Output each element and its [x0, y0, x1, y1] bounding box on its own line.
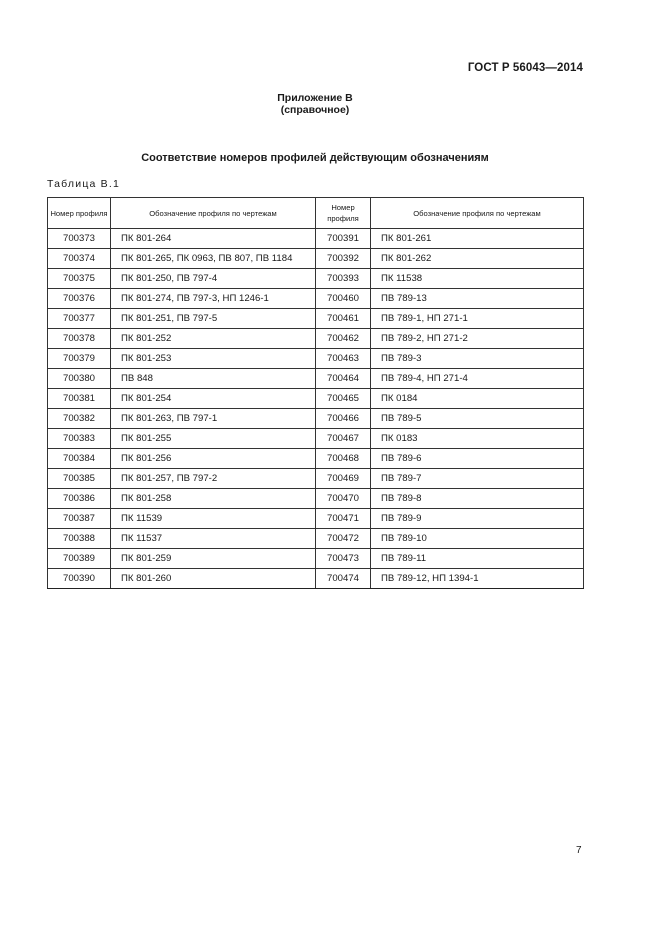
cell-designation-left: ПК 801-258 — [111, 489, 316, 509]
cell-designation-right: ПК 0184 — [371, 389, 584, 409]
cell-number-left: 700373 — [48, 229, 111, 249]
cell-designation-right: ПВ 789-11 — [371, 549, 584, 569]
table-body — [48, 229, 584, 589]
table-row — [48, 289, 584, 309]
cell-number-left: 700388 — [48, 529, 111, 549]
cell-number-left: 700379 — [48, 349, 111, 369]
cell-number-right: 700468 — [316, 449, 371, 469]
table-row — [48, 549, 584, 569]
cell-designation-left: ПК 801-252 — [111, 329, 316, 349]
cell-designation-right: ПВ 789-7 — [371, 469, 584, 489]
cell-designation-right: ПВ 789-8 — [371, 489, 584, 509]
cell-number-left: 700384 — [48, 449, 111, 469]
appendix-subtitle: (справочное) — [280, 104, 350, 116]
cell-designation-left: ПК 801-274, ПВ 797-3, НП 1246-1 — [111, 289, 316, 309]
table-row — [48, 529, 584, 549]
cell-designation-left: ПК 11539 — [111, 509, 316, 529]
cell-designation-right: ПВ 789-13 — [371, 289, 584, 309]
table-row — [48, 449, 584, 469]
header-designation-right: Обозначение профиля по чертежам — [371, 198, 584, 229]
cell-number-right: 700461 — [316, 309, 371, 329]
table-row — [48, 569, 584, 589]
table-row — [48, 249, 584, 269]
appendix-heading — [0, 92, 630, 116]
cell-designation-left: ПК 801-259 — [111, 549, 316, 569]
cell-number-left: 700377 — [48, 309, 111, 329]
cell-number-right: 700464 — [316, 369, 371, 389]
cell-designation-left: ПК 801-264 — [111, 229, 316, 249]
cell-number-right: 700473 — [316, 549, 371, 569]
table-header-row — [48, 198, 584, 229]
cell-designation-right: ПК 801-262 — [371, 249, 584, 269]
table-row — [48, 269, 584, 289]
header-designation-left: Обозначение профиля по чертежам — [111, 198, 316, 229]
profile-table — [47, 197, 584, 589]
cell-designation-left: ПК 801-265, ПК 0963, ПВ 807, ПВ 1184 — [111, 249, 316, 269]
cell-number-left: 700386 — [48, 489, 111, 509]
header-number-left: Номер профиля — [48, 198, 111, 229]
appendix-title: Приложение В — [277, 92, 353, 104]
cell-number-left: 700383 — [48, 429, 111, 449]
cell-designation-left: ПК 801-256 — [111, 449, 316, 469]
cell-number-left: 700376 — [48, 289, 111, 309]
cell-designation-left: ПВ 848 — [111, 369, 316, 389]
cell-designation-right: ПВ 789-9 — [371, 509, 584, 529]
cell-number-left: 700389 — [48, 549, 111, 569]
cell-designation-left: ПК 801-254 — [111, 389, 316, 409]
cell-designation-right: ПВ 789-3 — [371, 349, 584, 369]
table-row — [48, 469, 584, 489]
cell-number-right: 700470 — [316, 489, 371, 509]
document-title: Соответствие номеров профилей действующим обозначениям — [141, 152, 489, 164]
table-row — [48, 389, 584, 409]
cell-number-right: 700460 — [316, 289, 371, 309]
cell-number-right: 700474 — [316, 569, 371, 589]
table-row — [48, 329, 584, 349]
cell-number-right: 700466 — [316, 409, 371, 429]
cell-number-right: 700471 — [316, 509, 371, 529]
cell-number-left: 700385 — [48, 469, 111, 489]
table-row — [48, 409, 584, 429]
cell-number-right: 700469 — [316, 469, 371, 489]
cell-number-right: 700462 — [316, 329, 371, 349]
cell-number-left: 700375 — [48, 269, 111, 289]
cell-designation-right: ПК 11538 — [371, 269, 584, 289]
standard-number: ГОСТ Р 56043—2014 — [467, 62, 583, 74]
cell-number-right: 700391 — [316, 229, 371, 249]
cell-designation-right: ПВ 789-4, НП 271-4 — [371, 369, 584, 389]
cell-number-left: 700378 — [48, 329, 111, 349]
table-row — [48, 509, 584, 529]
cell-number-left: 700387 — [48, 509, 111, 529]
cell-number-left: 700380 — [48, 369, 111, 389]
cell-designation-right: ПВ 789-10 — [371, 529, 584, 549]
page-number: 7 — [576, 845, 582, 856]
table-row — [48, 309, 584, 329]
cell-designation-right: ПВ 789-12, НП 1394-1 — [371, 569, 584, 589]
cell-designation-right: ПВ 789-2, НП 271-2 — [371, 329, 584, 349]
cell-designation-left: ПК 801-255 — [111, 429, 316, 449]
table-row — [48, 349, 584, 369]
cell-designation-right: ПВ 789-1, НП 271-1 — [371, 309, 584, 329]
cell-number-left: 700381 — [48, 389, 111, 409]
table-row — [48, 229, 584, 249]
table-row — [48, 429, 584, 449]
cell-designation-right: ПВ 789-6 — [371, 449, 584, 469]
cell-number-left: 700390 — [48, 569, 111, 589]
cell-designation-left: ПК 801-251, ПВ 797-5 — [111, 309, 316, 329]
cell-designation-right: ПК 0183 — [371, 429, 584, 449]
cell-designation-left: ПК 801-263, ПВ 797-1 — [111, 409, 316, 429]
cell-designation-left: ПК 801-260 — [111, 569, 316, 589]
cell-designation-left: ПК 801-253 — [111, 349, 316, 369]
cell-designation-right: ПК 801-261 — [371, 229, 584, 249]
cell-designation-right: ПВ 789-5 — [371, 409, 584, 429]
header-number-right: Номер профиля — [316, 198, 371, 229]
table-caption: Таблица В.1 — [47, 178, 121, 190]
cell-designation-left: ПК 801-257, ПВ 797-2 — [111, 469, 316, 489]
cell-number-right: 700393 — [316, 269, 371, 289]
cell-designation-left: ПК 11537 — [111, 529, 316, 549]
cell-number-left: 700374 — [48, 249, 111, 269]
cell-number-right: 700463 — [316, 349, 371, 369]
cell-number-left: 700382 — [48, 409, 111, 429]
cell-number-right: 700392 — [316, 249, 371, 269]
cell-designation-left: ПК 801-250, ПВ 797-4 — [111, 269, 316, 289]
cell-number-right: 700465 — [316, 389, 371, 409]
cell-number-right: 700472 — [316, 529, 371, 549]
table-row — [48, 489, 584, 509]
table-row — [48, 369, 584, 389]
cell-number-right: 700467 — [316, 429, 371, 449]
